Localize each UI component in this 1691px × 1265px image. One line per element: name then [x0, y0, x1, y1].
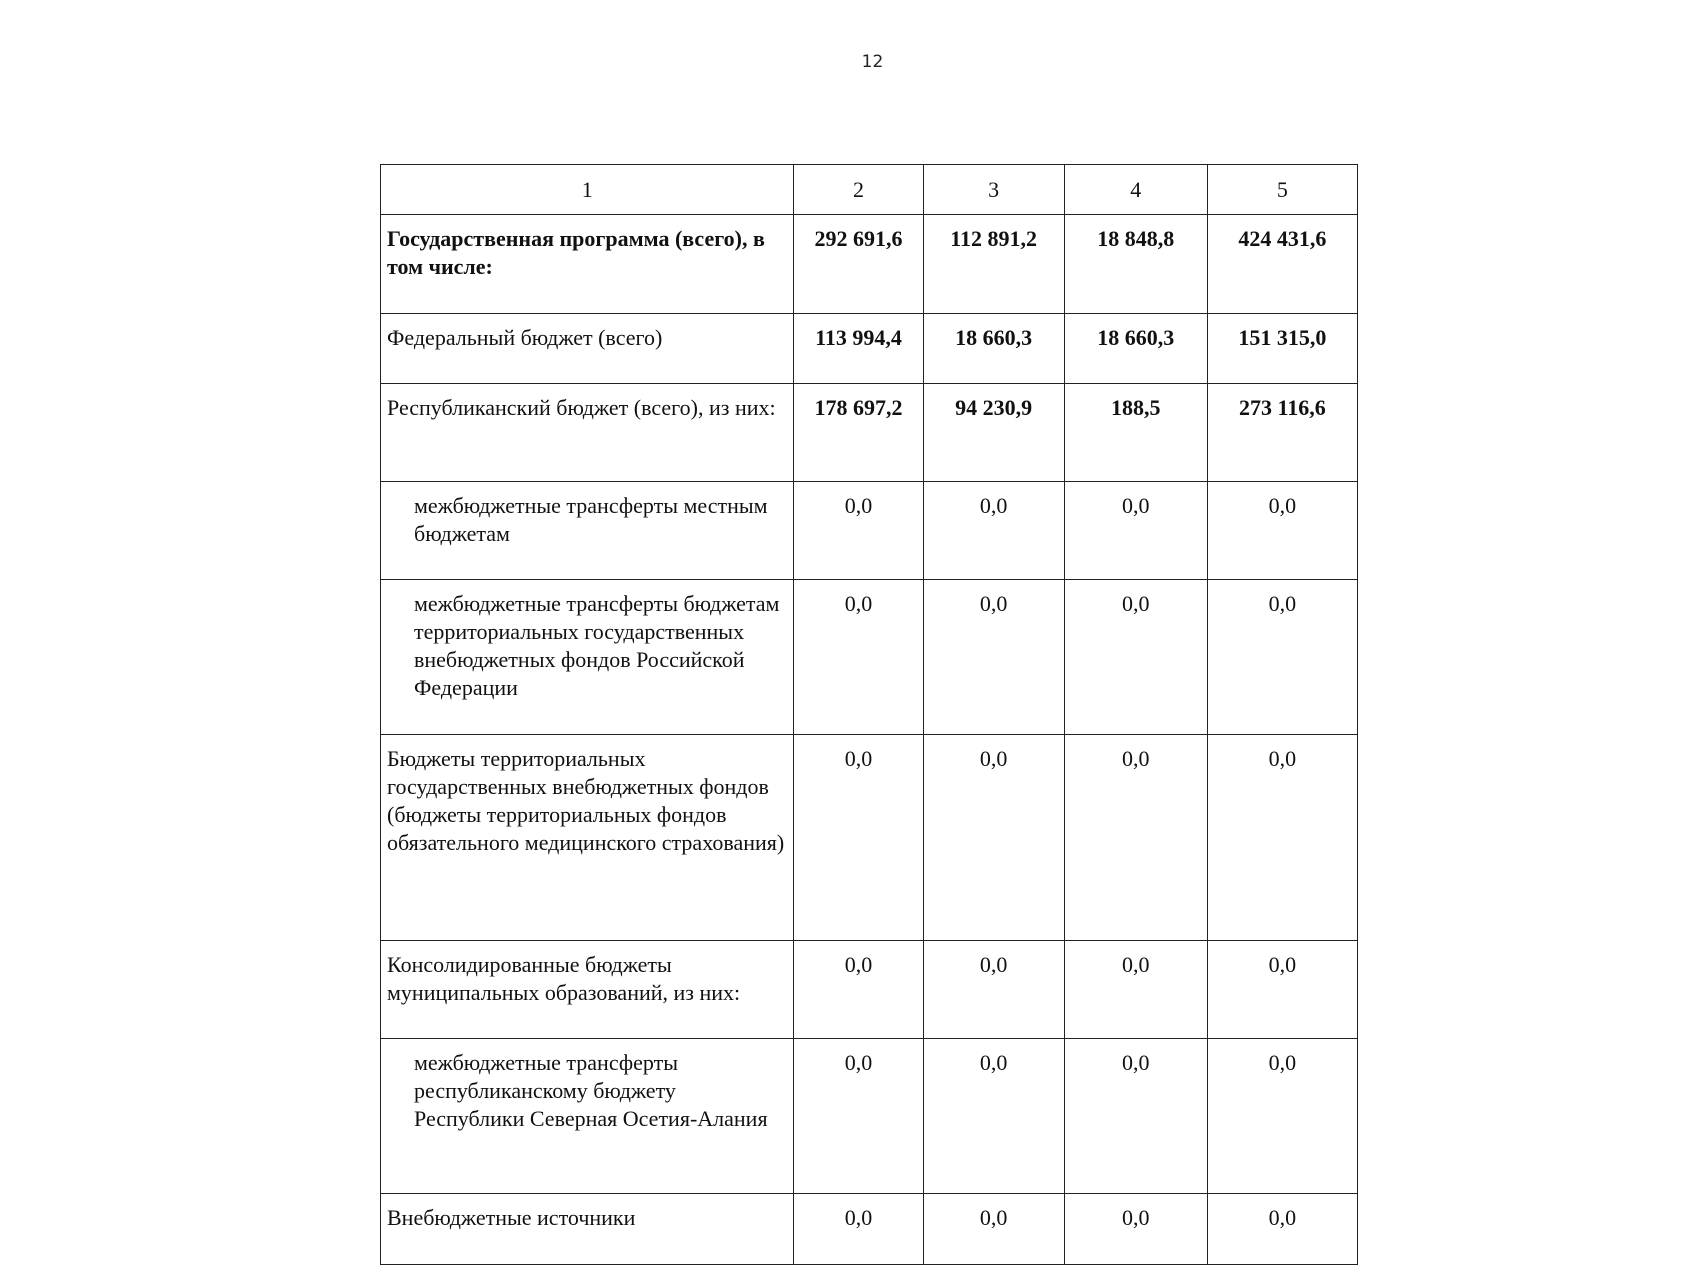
table-cell: 18 660,3 — [1064, 314, 1207, 384]
table-cell: 0,0 — [1064, 1039, 1207, 1194]
table-cell: 0,0 — [1064, 735, 1207, 941]
table-cell: 188,5 — [1064, 384, 1207, 482]
table-cell: 151 315,0 — [1207, 314, 1357, 384]
table-cell: 0,0 — [794, 1194, 923, 1265]
table-row — [381, 735, 1358, 941]
table-row — [381, 1039, 1358, 1194]
table-row — [381, 215, 1358, 314]
table-cell: 94 230,9 — [923, 384, 1064, 482]
column-header: 1 — [381, 165, 794, 215]
table-cell: 0,0 — [923, 580, 1064, 735]
table-cell: 0,0 — [1207, 580, 1357, 735]
table-cell: 0,0 — [1207, 1039, 1357, 1194]
column-header: 5 — [1207, 165, 1357, 215]
table-row — [381, 314, 1358, 384]
table-cell: 0,0 — [1064, 482, 1207, 580]
budget-table — [380, 164, 1358, 1265]
column-header: 3 — [923, 165, 1064, 215]
table-row — [381, 482, 1358, 580]
table-cell: 112 891,2 — [923, 215, 1064, 314]
table-cell: 292 691,6 — [794, 215, 923, 314]
row-label: Внебюджетные источники — [381, 1194, 794, 1265]
row-label: межбюджетные трансферты бюджетам территориальных государственных внебюджетных фондов Российской Федерации — [381, 580, 794, 735]
table-cell: 0,0 — [794, 1039, 923, 1194]
table-cell: 424 431,6 — [1207, 215, 1357, 314]
row-label: Бюджеты территориальных государственных внебюджетных фондов (бюджеты территориальных фондов обязательного медицинского страхования) — [381, 735, 794, 941]
table-header-row — [381, 165, 1358, 215]
table-row — [381, 1194, 1358, 1265]
row-label: межбюджетные трансферты республиканскому бюджету Республики Северная Осетия-Алания — [381, 1039, 794, 1194]
table-cell: 0,0 — [1064, 1194, 1207, 1265]
row-label: Республиканский бюджет (всего), из них: — [381, 384, 794, 482]
table-cell: 0,0 — [923, 941, 1064, 1039]
table-cell: 18 848,8 — [1064, 215, 1207, 314]
table-cell: 0,0 — [1064, 580, 1207, 735]
table-cell: 0,0 — [923, 1194, 1064, 1265]
table-cell: 0,0 — [923, 482, 1064, 580]
table-cell: 0,0 — [794, 941, 923, 1039]
table-cell: 273 116,6 — [1207, 384, 1357, 482]
table-cell: 0,0 — [794, 482, 923, 580]
table-cell: 0,0 — [1207, 1194, 1357, 1265]
table-row — [381, 941, 1358, 1039]
column-header: 2 — [794, 165, 923, 215]
table-cell: 0,0 — [1207, 941, 1357, 1039]
page-number: 12 — [861, 52, 884, 72]
table-cell: 0,0 — [1064, 941, 1207, 1039]
table-cell: 0,0 — [794, 735, 923, 941]
table-cell: 0,0 — [1207, 482, 1357, 580]
table-cell: 178 697,2 — [794, 384, 923, 482]
table-cell: 18 660,3 — [923, 314, 1064, 384]
table-cell: 0,0 — [794, 580, 923, 735]
table-cell: 0,0 — [923, 1039, 1064, 1194]
row-label: межбюджетные трансферты местным бюджетам — [381, 482, 794, 580]
row-label: Консолидированные бюджеты муниципальных образований, из них: — [381, 941, 794, 1039]
column-header: 4 — [1064, 165, 1207, 215]
row-label: Государственная программа (всего), в том числе: — [381, 215, 794, 314]
table-cell: 113 994,4 — [794, 314, 923, 384]
row-label: Федеральный бюджет (всего) — [381, 314, 794, 384]
table-row — [381, 384, 1358, 482]
table-cell: 0,0 — [1207, 735, 1357, 941]
table-cell: 0,0 — [923, 735, 1064, 941]
table-row — [381, 580, 1358, 735]
